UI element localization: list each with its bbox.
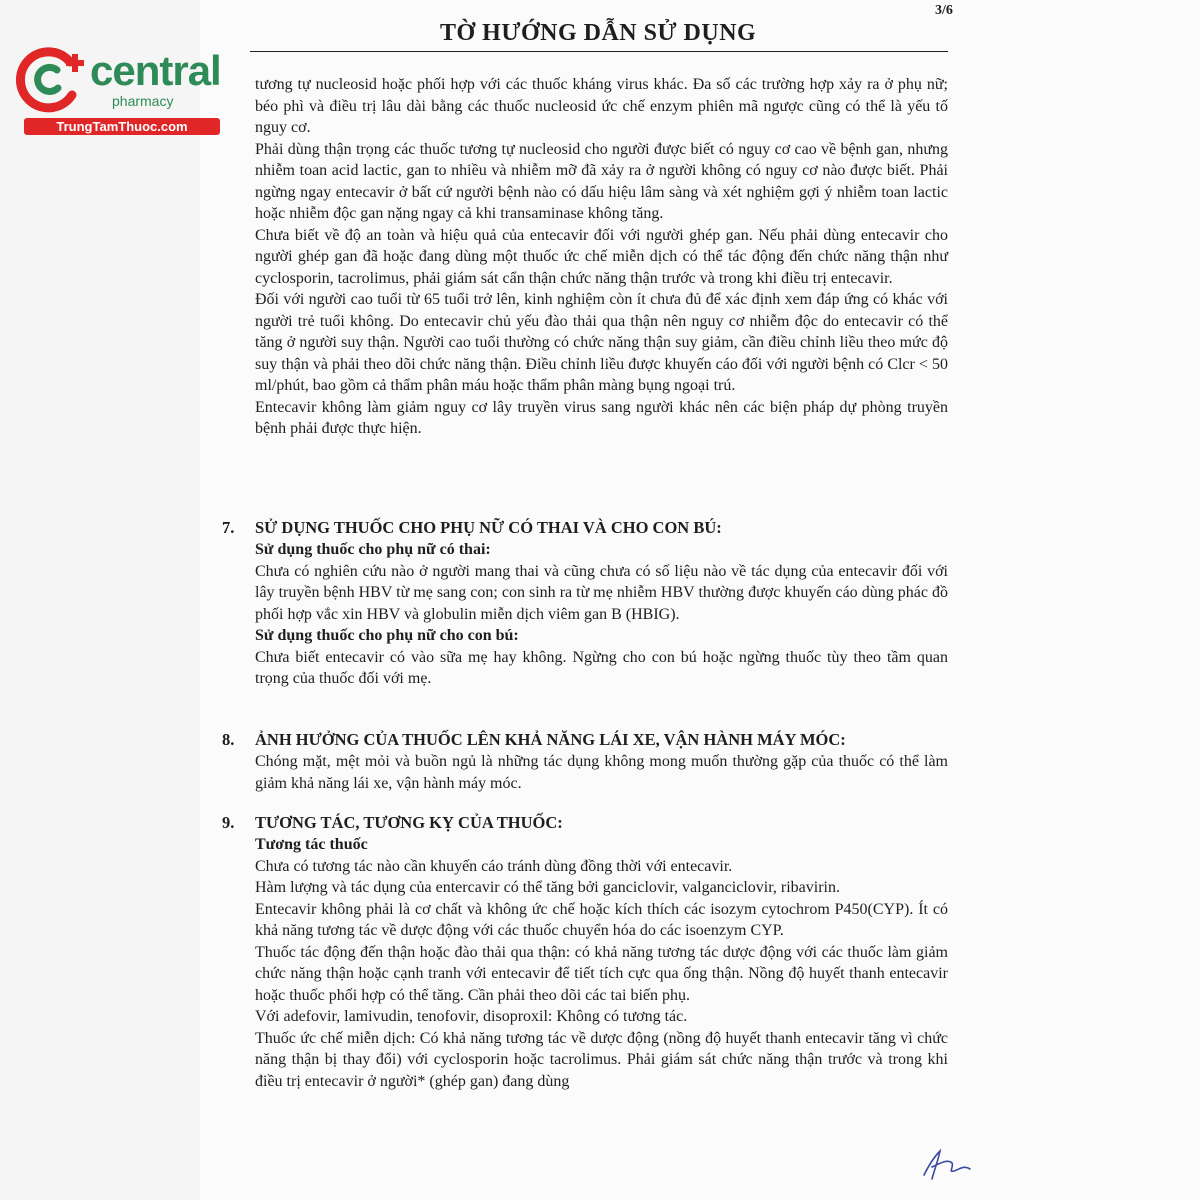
page-number: 3/6 <box>935 3 953 18</box>
section-8 <box>222 729 948 794</box>
logo-site-url[interactable]: TrungTamThuoc.com <box>24 118 220 135</box>
paragraph: Chưa có tương tác nào cần khuyến cáo tránh dùng đồng thời với entecavir. <box>255 857 733 875</box>
paragraph: Với adefovir, lamivudin, tenofovir, disoproxil: Không có tương tác. <box>255 1008 688 1025</box>
section-9 <box>222 812 948 1092</box>
section-heading <box>222 729 948 751</box>
paragraph: Chưa có nghiên cứu nào ở người mang thai và cũng chưa có số liệu nào về tác dụng của entecavir đối với lây truyền bệnh HBV từ mẹ sang con; con sinh ra từ mẹ nhiễm HBV thường được khuyến cáo dùng phác đồ phối hợp vắc xin HBV và globulin miễn dịch viêm gan B (HBIG). <box>255 562 948 623</box>
section-number: 9. <box>222 813 235 832</box>
section-content <box>255 751 948 794</box>
paragraph: Chưa biết về độ an toàn và hiệu quả của entecavir đối với người ghép gan. Nếu phải dùng entecavir cho người ghép gan đã hoặc đang dùng một thuốc ức chế miễn dịch có thể tác động đến chức năng thận như cyclosporin, tacrolimus, phải giám sát cẩn thận chức năng thận trước và trong khi điều trị entecavir. <box>255 226 948 287</box>
central-pharmacy-logo[interactable] <box>12 40 221 140</box>
intro-text <box>255 74 948 440</box>
section-number: 8. <box>222 730 235 749</box>
section-heading <box>222 517 948 539</box>
paragraph: Entecavir không làm giảm nguy cơ lây truyền virus sang người khác nên các biện pháp dự phòng truyền bệnh phải được thực hiện. <box>255 398 948 437</box>
document-title: TỜ HƯỚNG DẪN SỬ DỤNG <box>440 20 757 46</box>
logo-tagline: pharmacy <box>112 93 174 109</box>
pharmacy-cross-logo-icon <box>12 40 92 118</box>
paragraph: Đối với người cao tuổi từ 65 tuổi trở lên, kinh nghiệm còn ít chưa đủ để xác định xem đáp ứng có khác với người trẻ tuổi không. Do entecavir chủ yếu đào thải qua thận nên nguy cơ nhiễm độc do entecavir có thể tăng ở người suy thận. Người cao tuổi thường có chức năng thận suy giảm, cần điều chỉnh liều theo mức độ suy thận và phải theo dõi chức năng thận. Điều chỉnh liều được khuyến cáo đối với người bệnh có Clcr < 50 ml/phút, bao gồm cả thẩm phân máu hoặc thẩm phân màng bụng ngoại trú. <box>255 291 948 394</box>
section-content <box>255 834 948 1092</box>
section-7 <box>222 517 948 690</box>
signature-initials-icon <box>918 1145 978 1185</box>
section-number: 7. <box>222 518 235 537</box>
section-content <box>255 539 948 690</box>
paragraph: Thuốc ức chế miễn dịch: Có khả năng tương tác về dược động (nồng độ huyết thanh entecavir tăng vì chức năng thận bị thay đổi) với cyclosporin hoặc tacrolimus. Phải giám sát chức năng thận trước và trong khi điều trị entecavir ở người* (ghép gan) đang dùng <box>255 1029 948 1090</box>
subsection-heading: Sử dụng thuốc cho phụ nữ cho con bú: <box>255 627 519 644</box>
paragraph: Chóng mặt, mệt mỏi và buồn ngủ là những tác dụng không mong muốn thường gặp của thuốc có thể làm giảm khả năng lái xe, vận hành máy móc. <box>255 753 948 792</box>
paragraph: tương tự nucleosid hoặc phối hợp với các thuốc kháng virus khác. Đa số các trường hợp xảy ra ở phụ nữ; béo phì và điều trị lâu dài bằng các thuốc nucleosid ức chế enzym phiên mã ngược cũng có thể là yếu tố nguy cơ. <box>255 76 948 136</box>
section-title: TƯƠNG TÁC, TƯƠNG KỴ CỦA THUỐC: <box>255 813 563 832</box>
subsection-heading: Sử dụng thuốc cho phụ nữ có thai: <box>255 541 491 558</box>
paragraph: Phải dùng thận trọng các thuốc tương tự nucleosid cho người được biết có nguy cơ cao về bệnh gan, nhưng nhiễm toan acid lactic, gan to nhiều và nhiễm mỡ đã xảy ra ở người không có nguy cơ nào được biết. Phải ngừng ngay entecavir ở bất cứ người bệnh nào có dấu hiệu lâm sàng và xét nghiệm gợi ý nhiễm toan lactic hoặc nhiễm độc gan nặng ngay cả khi transaminase không tăng. <box>255 140 948 222</box>
title-divider <box>250 51 948 52</box>
paragraph: Entecavir không phải là cơ chất và không ức chế hoặc kích thích các isozym cytochrom P450(CYP). Ít có khả năng tương tác về dược động với các thuốc chuyển hóa do các isoenzym CYP. <box>255 900 948 939</box>
paragraph: Thuốc tác động đến thận hoặc đào thải qua thận: có khả năng tương tác dược động với các thuốc làm giảm chức năng thận hoặc cạnh tranh với entecavir để tiết tích cực qua ống thận. Nồng độ huyết thanh entecavir hoặc thuốc phối hợp có thể tăng. Cần phải theo dõi các tai biến phụ. <box>255 943 948 1004</box>
subsection-heading: Tương tác thuốc <box>255 836 368 853</box>
paragraph: Hàm lượng và tác dụng của entercavir có thể tăng bởi ganciclovir, valganciclovir, ribavirin. <box>255 879 840 896</box>
section-title: SỬ DỤNG THUỐC CHO PHỤ NỮ CÓ THAI VÀ CHO CON BÚ: <box>255 518 722 537</box>
paragraph: Chưa biết entecavir có vào sữa mẹ hay không. Ngừng cho con bú hoặc ngừng thuốc tùy theo tầm quan trọng của thuốc đối với mẹ. <box>255 648 948 687</box>
section-title: ẢNH HƯỞNG CỦA THUỐC LÊN KHẢ NĂNG LÁI XE, VẬN HÀNH MÁY MÓC: <box>255 730 846 749</box>
logo-brand-text: central <box>90 47 221 94</box>
section-heading <box>222 812 948 834</box>
